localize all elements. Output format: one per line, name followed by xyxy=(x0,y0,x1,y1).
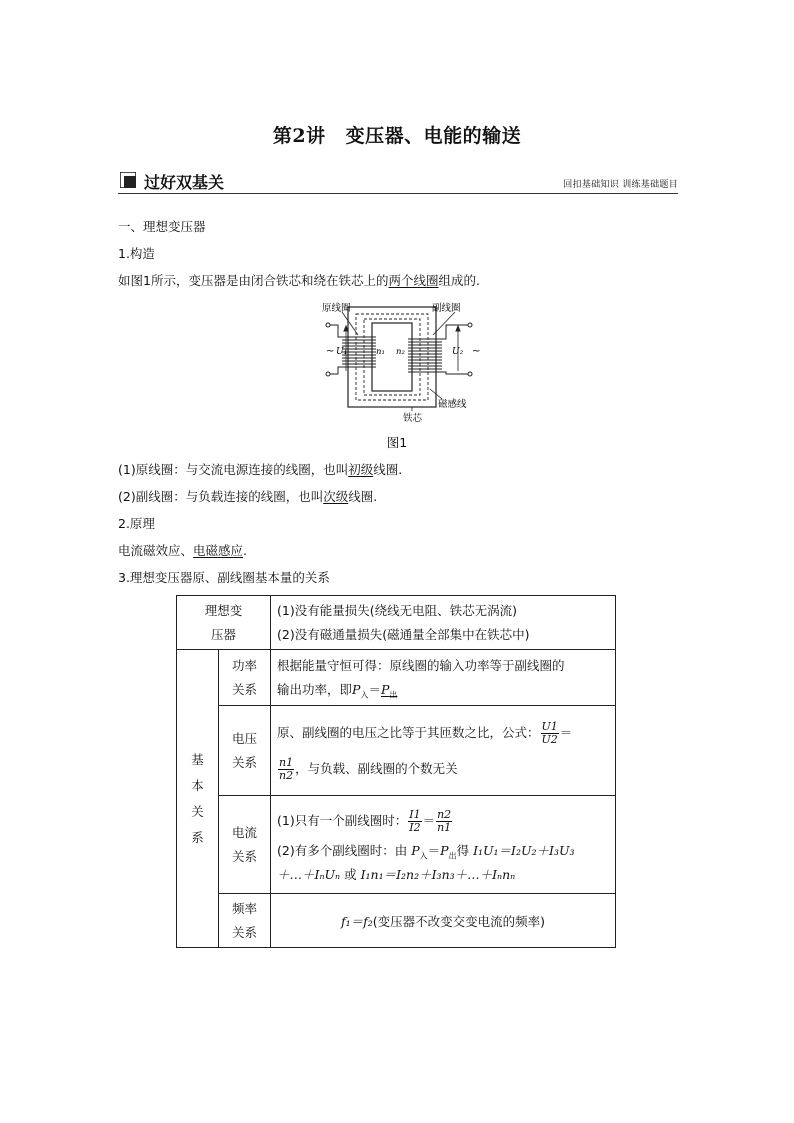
label-n1: n₁ xyxy=(376,347,385,357)
label-flux-lines: 磁感线 xyxy=(438,399,467,410)
ideal-conditions: (1)没有能量损失(绕线无电阻、铁芯无涡流) (2)没有磁通量损失(磁通量全部集中在铁芯中) xyxy=(271,596,616,650)
paragraph-primary-coil: (1)原线圈：与交流电源连接的线圈，也叫初级线圈. xyxy=(118,462,403,477)
table-row xyxy=(177,596,616,650)
table-row xyxy=(177,706,616,796)
voltage-relation: 原、副线圈的电压之比等于其匝数之比，公式： $\frac{U1}{U2}$ ＝ $\frac{n1}{n2}$ ，与负载、副线圈的个数无关 xyxy=(271,706,616,796)
frequency-relation: f₁＝f₂(变压器不改变交变电流的频率) xyxy=(271,894,616,948)
table-row xyxy=(177,796,616,894)
label-n2: n₂ xyxy=(396,347,405,357)
section-header xyxy=(118,170,678,194)
underlined-answer: 初级 xyxy=(348,462,374,477)
table-row xyxy=(177,894,616,948)
power-relation: 根据能量守恒可得：原线圈的输入功率等于副线圈的 输出功率，即$P_入=P_出$ xyxy=(271,650,616,706)
current-ratio-fraction: $\frac{I1}{I2}$ xyxy=(409,807,421,834)
turns-ratio-fraction: $\frac{n1}{n2}$ xyxy=(279,755,294,782)
heading-structure: 1.构造 xyxy=(118,246,155,261)
underlined-answer: 次级 xyxy=(323,489,349,504)
current-relation: (1)只有一个副线圈时： $\frac{I1}{I2}$ ＝ $\frac{n2}{n1}$ (2)有多个副线圈时：由 $P_入=P_出$得 I₁U₁＝I₂U₂＋I₃U₃ ＋…＋IₙUₙ 或 I₁n₁＝I₂n₂＋I₃n₃＋…＋Iₙnₙ xyxy=(271,796,616,894)
paragraph-principle: 电流磁效应、电磁感应. xyxy=(118,543,248,558)
basic-relations-label: 基 本 关 系 xyxy=(177,650,219,948)
underlined-answer: 电磁感应 xyxy=(193,543,244,558)
section-square-icon xyxy=(120,172,136,188)
lecture-number: 第2讲 xyxy=(272,125,326,147)
figure-caption: 图1 xyxy=(386,435,408,450)
voltage-relation-label: 电压 关系 xyxy=(219,706,271,796)
voltage-ratio-fraction: $\frac{U1}{U2}$ xyxy=(541,719,558,746)
section-heading: 过好双基关 xyxy=(144,173,225,192)
inverse-turns-fraction: $\frac{n2}{n1}$ xyxy=(437,807,452,834)
ideal-transformer-label: 理想变 压器 xyxy=(177,596,271,650)
frequency-relation-label: 频率 关系 xyxy=(219,894,271,948)
section-subtitle: 回扣基础知识 训练基础题目 xyxy=(563,180,678,190)
underlined-answer: 两个线圈 xyxy=(388,273,439,288)
page-title xyxy=(0,121,794,148)
paragraph-structure: 如图1所示，变压器是由闭合铁芯和绕在铁芯上的两个线圈组成的. xyxy=(118,273,480,288)
table-row xyxy=(177,650,616,706)
relations-table xyxy=(176,595,616,948)
transformer-diagram xyxy=(312,299,487,424)
current-relation-label: 电流 关系 xyxy=(219,796,271,894)
heading-relations: 3.理想变压器原、副线圈基本量的关系 xyxy=(118,570,330,585)
label-u2: U₂ xyxy=(452,347,464,357)
section-rule xyxy=(118,193,678,194)
label-left-ac: ~ xyxy=(326,346,335,357)
label-right-ac: ~ xyxy=(472,346,481,357)
iron-core-inner xyxy=(372,323,412,391)
label-u1: U₁ xyxy=(336,347,348,357)
label-iron-core: 铁芯 xyxy=(403,413,423,424)
heading-ideal-transformer: 一、理想变压器 xyxy=(118,219,206,234)
heading-principle: 2.原理 xyxy=(118,516,155,531)
paragraph-secondary-coil: (2)副线圈：与负载连接的线圈，也叫次级线圈. xyxy=(118,489,378,504)
lecture-topic: 变压器、电能的输送 xyxy=(345,125,522,147)
label-primary-coil: 原线圈 xyxy=(322,303,351,314)
label-secondary-coil: 副线圈 xyxy=(432,303,461,314)
power-relation-label: 功率 关系 xyxy=(219,650,271,706)
